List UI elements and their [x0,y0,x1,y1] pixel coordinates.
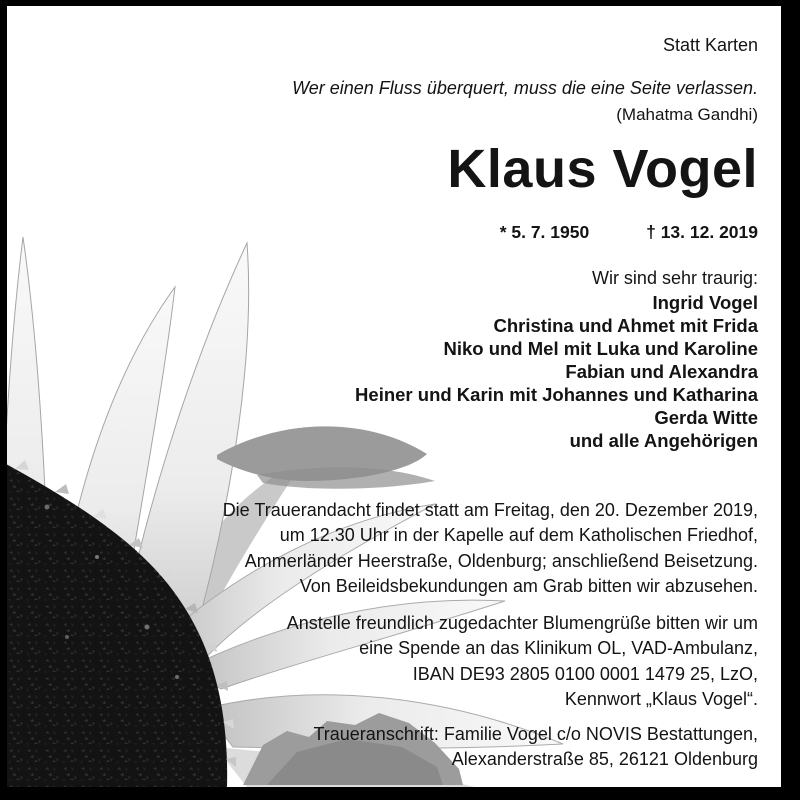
death-date: † 13. 12. 2019 [646,222,758,242]
donation-line: Kennwort „Klaus Vogel“. [564,688,758,709]
quote-attribution: (Mahatma Gandhi) [616,105,758,124]
mourning-intro: Wir sind sehr traurig: [591,268,758,288]
service-line: Ammerländer Heerstraße, Oldenburg; anschließend Beisetzung. [244,550,758,571]
mourner-name: Niko und Mel mit Luka und Karoline [443,338,758,359]
life-dates [500,222,758,243]
mourner-name: Gerda Witte [654,407,758,428]
donation-line: IBAN DE93 2805 0100 0001 1479 25, LzO, [412,663,758,684]
mourning-address [313,722,758,773]
mourner-name: Christina und Ahmet mit Frida [493,315,758,336]
mourner-name: Fabian und Alexandra [565,361,758,382]
deceased-name: Klaus Vogel [447,139,758,199]
donation-line: Anstelle freundlich zugedachter Blumengrüße bitten wir um [286,613,758,633]
donation-info [287,611,758,712]
service-line: Von Beileidsbekundungen am Grab bitten wir abzusehen. [299,575,758,596]
address-line: Traueranschrift: Familie Vogel c/o NOVIS Bestattungen, [313,724,758,744]
service-info [223,498,758,599]
statt-karten-note: Statt Karten [662,35,758,55]
service-line: um 12.30 Uhr in der Kapelle auf dem Katholischen Friedhof, [279,525,758,546]
address-line: Alexanderstraße 85, 26121 Oldenburg [451,749,758,770]
service-line: Die Trauerandacht findet statt am Freitag, den 20. Dezember 2019, [222,500,758,520]
mourner-name: und alle Angehörigen [569,430,758,451]
birth-date: * 5. 7. 1950 [499,222,590,242]
mourner-name: Ingrid Vogel [652,292,758,313]
mourner-name: Heiner und Karin mit Johannes und Katharina [355,384,758,405]
mourners-list [355,291,758,452]
obituary-page [7,6,781,787]
quote-text: Wer einen Fluss überquert, muss die eine Seite verlassen. [292,78,758,98]
donation-line: eine Spende an das Klinikum OL, VAD-Ambulanz, [359,638,758,659]
